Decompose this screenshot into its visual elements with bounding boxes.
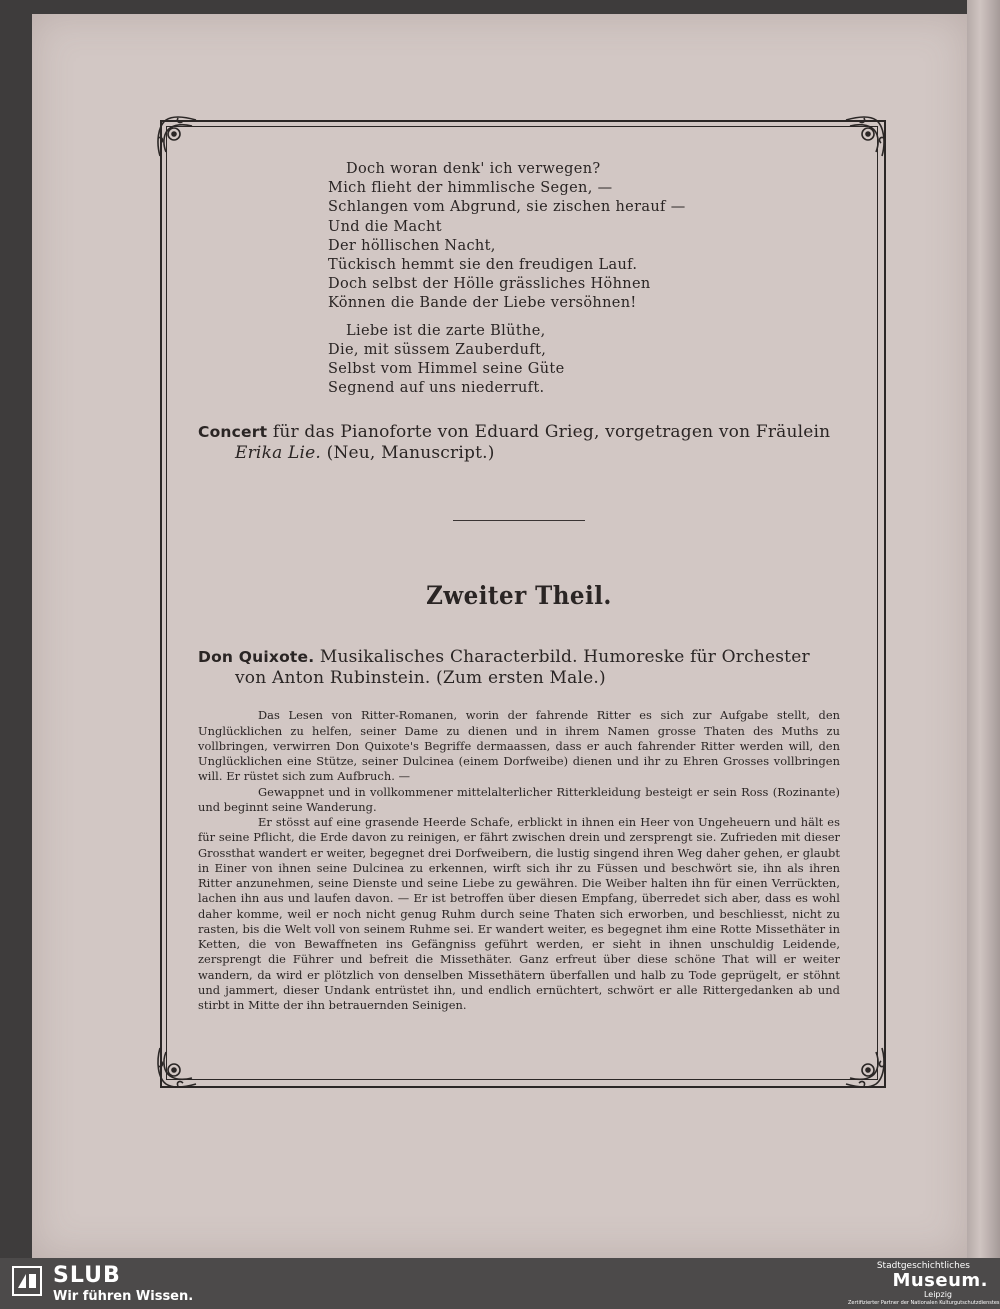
poem-line: Liebe ist die zarte Blüthe, <box>346 322 546 339</box>
poem-line: Können die Bande der Liebe versöhnen! <box>328 295 637 312</box>
poem-line: Segnend auf uns niederruft. <box>328 380 545 397</box>
corner-ornament-icon <box>838 1040 890 1092</box>
performer-name: Erika Lie. <box>235 443 322 464</box>
museum-line4: Zertifizierter Partner der Nationalen Kulturgutschutzdienstes <box>848 1300 1000 1306</box>
museum-line3: Leipzig <box>923 1290 952 1299</box>
corner-ornament-icon <box>838 112 890 164</box>
entry-continuation <box>198 443 840 464</box>
divider-rule <box>453 520 585 521</box>
paragraph: Gewappnet und in vollkommener mittelalterlicher Ritterkleidung besteigt er sein Ross (Rozinante) und beginnt seine Wanderung. <box>198 784 840 814</box>
poem <box>328 160 840 398</box>
poem-line: Und die Macht <box>328 218 442 235</box>
entry-title: Concert <box>198 423 268 442</box>
paragraph: Er stösst auf eine grasende Heerde Schafe, erblickt in ihnen ein Heer von Ungeheuern und hält es für seine Pflicht, die Erde davon zu reinigen, er fährt zwischen drein und zersprengt sie. Zufrieden mit dieser Grossthat wandert er weiter, begegnet drei Dorfweibern, die lustig singend ihren Weg daher gehen, er glaubt in Einer von ihnen seine Dulcinea zu erkennen, wirft sich ihr zu Füssen und beschwört sie, ihn als ihren Ritter anzunehmen, seine Dienste und seine Liebe zu gewähren. Die Weiber halten ihn für einen Verrückten, lachen ihn aus und laufen davon. — Er ist betroffen über diesen Empfang, überredet sich aber, dass es wohl daher komme, weil er noch nicht genug Ruhm durch seine Thaten sich erworben, und beschliesst, nicht zu rasten, bis die Welt voll von seinem Ruhme sei. Er wandert weiter, es begegnet ihm eine Rotte Missethäter in Ketten, die von Bewaffneten ins Gefängniss geführt werden, er sieht in ihnen unschuldig Leidende, zersprengt die Führer und befreit die Missethäter. Ganz erfreut über diese schöne That will er weiter wandern, da wird er plötzlich von denselben Missethätern überfallen und halb zu Tode geprügelt, er stöhnt und jammert, dieser Undank entrüstet ihn, und endlich ernüchtert, schwört er alle Rittergedanken ab und stirbt in Mitte der ihn betrauernden Seinigen. <box>198 815 840 1013</box>
entry-description: für das Pianoforte von Eduard Grieg, vorgetragen von Fräulein <box>267 422 831 443</box>
poem-stanza <box>328 322 840 399</box>
section-heading: Zweiter Theil. <box>426 581 612 611</box>
paragraph: Das Lesen von Ritter-Romanen, worin der fahrende Ritter es sich zur Aufgabe stellt, den Unglücklichen zu helfen, seiner Dame zu dienen und in ihrem Namen grosse Thaten des Muths zu vollbringen, verwirren Don Quixote's Begriffe dermaassen, dass er auch fahrender Ritter werden will, den Unglücklichen eine Stütze, seiner Dulcinea (einem Dorfweibe) dienen und ihr zu Ehren Grosses vollbringen will. Er rüstet sich zum Aufbruch. — <box>198 708 840 784</box>
poem-line: Doch selbst der Hölle grässliches Höhnen <box>328 276 651 293</box>
entry-title: Don Quixote. <box>198 648 315 667</box>
poem-line: Schlangen vom Abgrund, sie zischen herauf — <box>328 199 686 216</box>
slub-logo-icon[interactable] <box>12 1266 42 1296</box>
poem-line: Tückisch hemmt sie den freudigen Lauf. <box>328 257 638 274</box>
entry-description: Musikalisches Characterbild. Humoreske für Orchester <box>314 647 810 668</box>
poem-line: Selbst vom Himmel seine Güte <box>328 361 565 378</box>
poem-line: Die, mit süssem Zauberduft, <box>328 341 547 358</box>
page-content <box>198 160 840 1013</box>
museum-line2: Museum. <box>892 1270 988 1291</box>
corner-ornament-icon <box>152 112 204 164</box>
paper-edge <box>967 0 1000 1258</box>
slub-name[interactable]: SLUB <box>53 1263 121 1288</box>
poem-line: Mich flieht der himmlische Segen, — <box>328 180 613 197</box>
program-entry-concert <box>198 422 840 464</box>
corner-ornament-icon <box>152 1040 204 1092</box>
footer-bar <box>0 1258 1000 1309</box>
museum-logo[interactable] <box>848 1261 1000 1307</box>
entry-continuation: von Anton Rubinstein. (Zum ersten Male.) <box>235 668 606 689</box>
program-note <box>198 708 840 1013</box>
program-entry-quixote <box>198 647 840 689</box>
poem-line: Der höllischen Nacht, <box>328 237 496 254</box>
entry-note: (Neu, Manuscript.) <box>321 443 495 464</box>
poem-stanza <box>328 160 840 314</box>
slub-tagline: Wir führen Wissen. <box>53 1289 194 1304</box>
museum-line1: Stadtgeschichtliches <box>876 1261 970 1271</box>
poem-line: Doch woran denk' ich verwegen? <box>346 161 601 177</box>
